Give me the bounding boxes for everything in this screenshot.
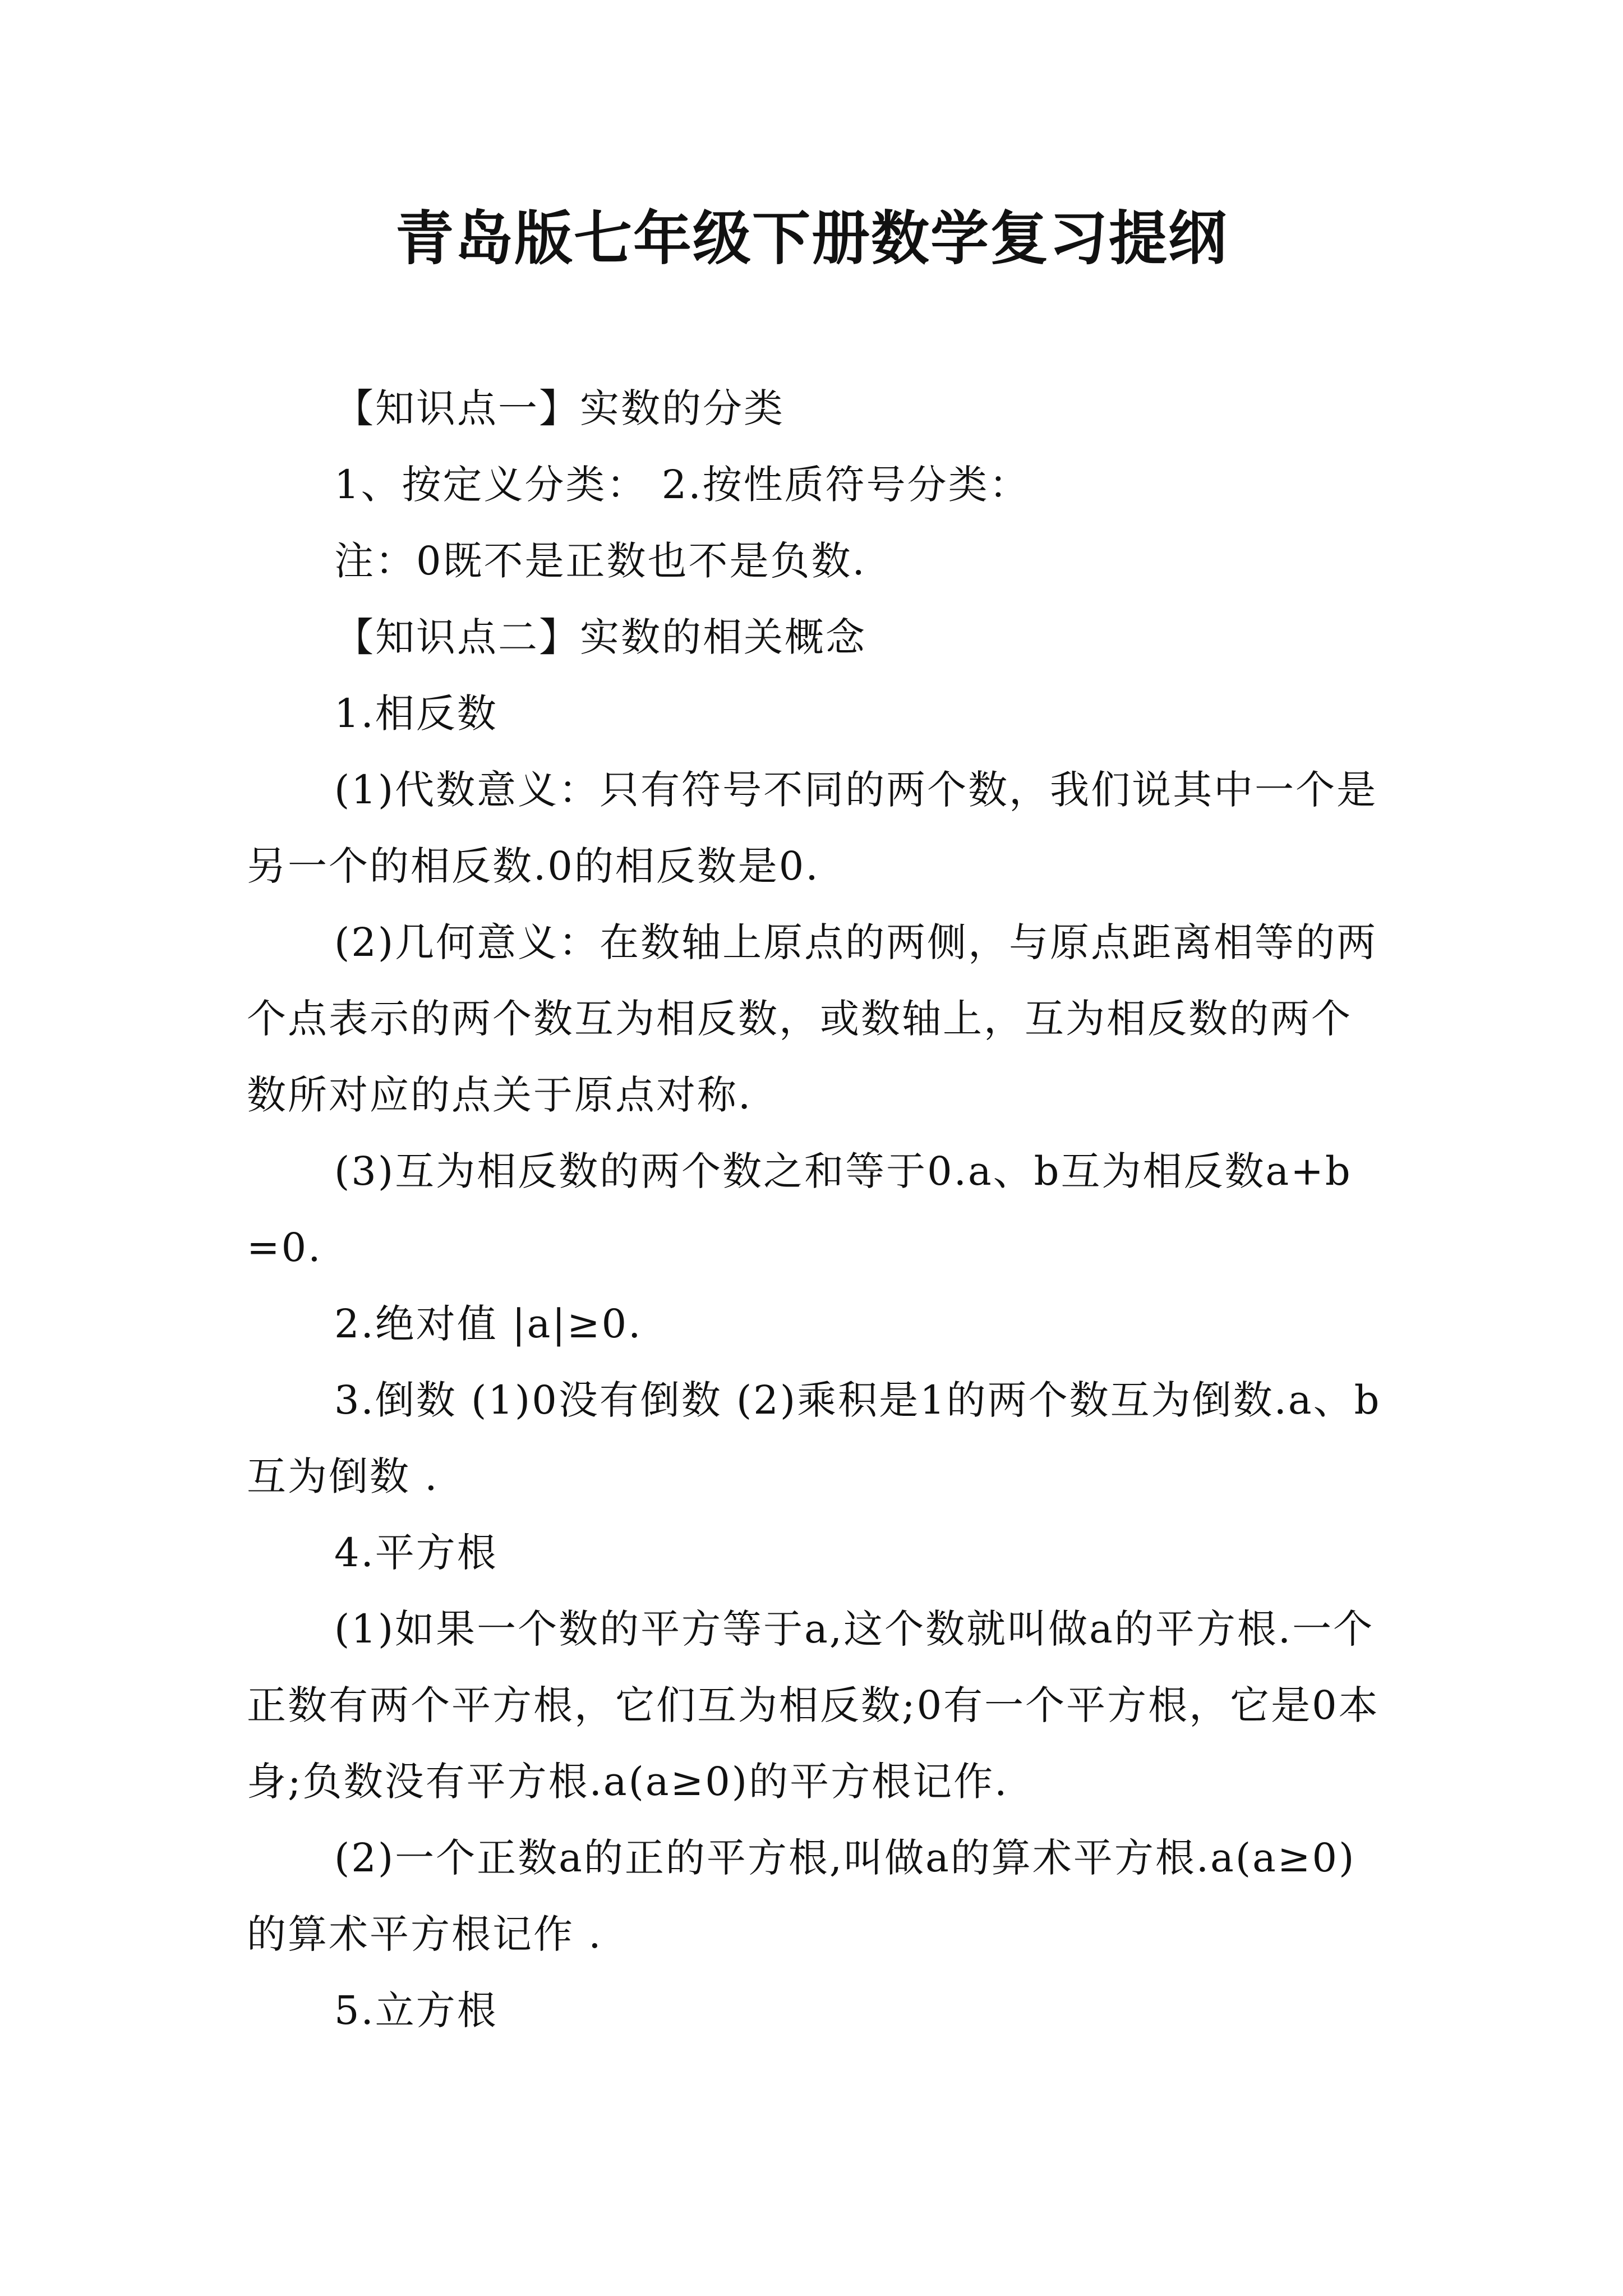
- section-heading-1: 【知识点一】实数的分类: [334, 385, 785, 431]
- paragraph-sum-zero: (3)互为相反数的两个数之和等于0.a、b互为相反数a+b=0.: [247, 1148, 1352, 1271]
- paragraph-algebraic-meaning: (1)代数意义：只有符号不同的两个数，我们说其中一个是另一个的相反数.0的相反数是0.: [247, 767, 1378, 889]
- subheading-absolute-value: 2.绝对值 |a|≥0.: [334, 1301, 643, 1347]
- paragraph-geometric-meaning: (2)几何意义：在数轴上原点的两侧，与原点距离相等的两个点表示的两个数互为相反数，或数轴上，互为相反数的两个数所对应的点关于原点对称.: [247, 919, 1378, 1118]
- note-zero: 注：0既不是正数也不是负数.: [334, 538, 866, 584]
- paragraph-reciprocal: 3.倒数 (1)0没有倒数 (2)乘积是1的两个数互为倒数.a、b互为倒数 .: [247, 1377, 1381, 1499]
- subheading-square-root: 4.平方根: [334, 1530, 498, 1576]
- page-title: 青岛版七年级下册数学复习提纲: [395, 204, 1228, 273]
- subheading-cube-root: 5.立方根: [334, 1987, 498, 2033]
- paragraph-arithmetic-square-root: (2)一个正数a的正的平方根,叫做a的算术平方根.a(a≥0)的算术平方根记作 .: [247, 1835, 1356, 1957]
- classification-methods: 1、按定义分类： 2.按性质符号分类：: [334, 462, 1030, 508]
- document-body: [247, 370, 1385, 2049]
- section-heading-2: 【知识点二】实数的相关概念: [334, 614, 866, 660]
- paragraph-square-root-definition: (1)如果一个数的平方等于a,这个数就叫做a的平方根.一个正数有两个平方根，它们互为相反数;0有一个平方根，它是0本身;负数没有平方根.a(a≥0)的平方根记作.: [247, 1606, 1380, 1805]
- subheading-opposite-number: 1.相反数: [334, 691, 498, 737]
